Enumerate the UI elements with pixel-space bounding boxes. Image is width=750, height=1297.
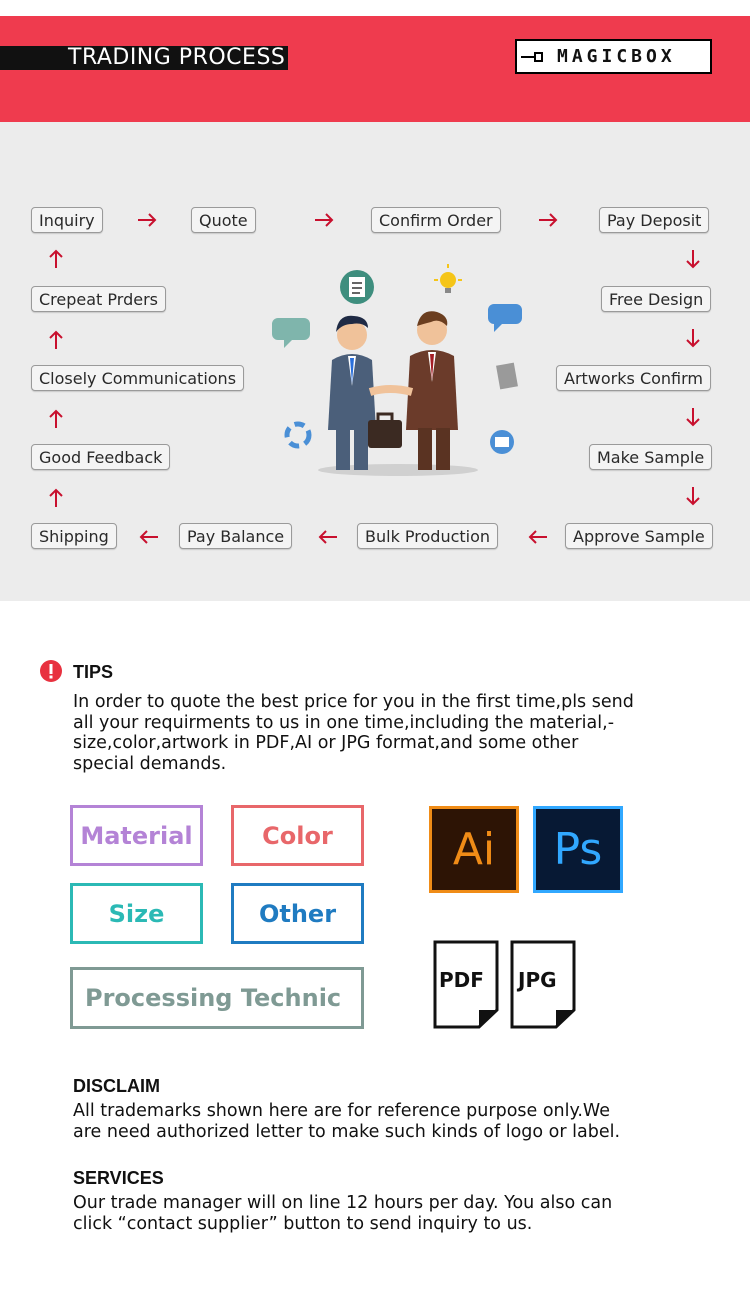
- arrow-right-icon: [537, 209, 559, 231]
- other-label: Other: [231, 883, 364, 944]
- size-label: Size: [70, 883, 203, 944]
- arrow-down-icon: [682, 485, 704, 507]
- tips-line: all your requirments to us in one time,including the material,-: [73, 712, 615, 733]
- disclaim-title: DISCLAIM: [73, 1076, 160, 1096]
- step-good-feedback: Good Feedback: [31, 444, 170, 470]
- tips-title: TIPS: [73, 662, 114, 682]
- step-bulk-production: Bulk Production: [357, 523, 498, 549]
- step-shipping: Shipping: [31, 523, 117, 549]
- tips-text: [73, 692, 693, 774]
- illustrator-icon: [429, 806, 519, 893]
- tips-line: In order to quote the best price for you in the first time,pls send: [73, 692, 634, 712]
- services-title: SERVICES: [73, 1168, 164, 1188]
- color-label: Color: [231, 805, 364, 866]
- step-artworks-confirm: Artworks Confirm: [556, 365, 711, 391]
- jpg-label: JPG: [518, 968, 557, 992]
- services-line: click “contact supplier” button to send inquiry to us.: [73, 1213, 533, 1234]
- step-repeat-orders: Crepeat Prders: [31, 286, 166, 312]
- arrow-left-icon: [138, 526, 160, 548]
- step-closely-communications: Closely Communications: [31, 365, 244, 391]
- step-inquiry: Inquiry: [31, 207, 103, 233]
- step-confirm-order: Confirm Order: [371, 207, 501, 233]
- logo-text: MAGICBOX: [557, 46, 676, 67]
- step-make-sample: Make Sample: [589, 444, 712, 470]
- pdf-file-icon: [433, 940, 499, 1029]
- arrow-up-icon: [45, 329, 67, 351]
- photoshop-icon-text: Ps: [553, 824, 603, 875]
- step-pay-deposit: Pay Deposit: [599, 207, 709, 233]
- disclaim-line: are need authorized letter to make such kinds of logo or label.: [73, 1121, 621, 1142]
- jpg-file-icon: [510, 940, 576, 1029]
- illustrator-icon-text: Ai: [452, 824, 496, 875]
- step-pay-balance: Pay Balance: [179, 523, 292, 549]
- arrow-down-icon: [682, 327, 704, 349]
- arrow-right-icon: [313, 209, 335, 231]
- tips-line: special demands.: [73, 753, 227, 774]
- services-line: Our trade manager will on line 12 hours per day. You also can: [73, 1193, 613, 1213]
- arrow-up-icon: [45, 248, 67, 270]
- arrow-up-icon: [45, 487, 67, 509]
- step-approve-sample: Approve Sample: [565, 523, 713, 549]
- magicbox-logo: [515, 39, 712, 74]
- step-free-design: Free Design: [601, 286, 711, 312]
- arrow-right-icon: [136, 209, 158, 231]
- pdf-label: PDF: [439, 968, 484, 992]
- business-handshake-illustration: [270, 260, 530, 480]
- photoshop-icon: [533, 806, 623, 893]
- material-label: Material: [70, 805, 203, 866]
- arrow-left-icon: [317, 526, 339, 548]
- processing-technic-label: Processing Technic: [70, 967, 364, 1029]
- disclaim-line: All trademarks shown here are for reference purpose only.We: [73, 1101, 610, 1121]
- key-icon: [521, 52, 543, 62]
- arrow-down-icon: [682, 248, 704, 270]
- tips-line: size,color,artwork in PDF,AI or JPG format,and some other: [73, 733, 579, 753]
- disclaim-text: [73, 1101, 693, 1142]
- page-title: TRADING PROCESS: [68, 45, 286, 70]
- alert-icon: [40, 660, 62, 682]
- step-quote: Quote: [191, 207, 256, 233]
- arrow-up-icon: [45, 408, 67, 430]
- arrow-left-icon: [527, 526, 549, 548]
- services-text: [73, 1193, 693, 1234]
- arrow-down-icon: [682, 406, 704, 428]
